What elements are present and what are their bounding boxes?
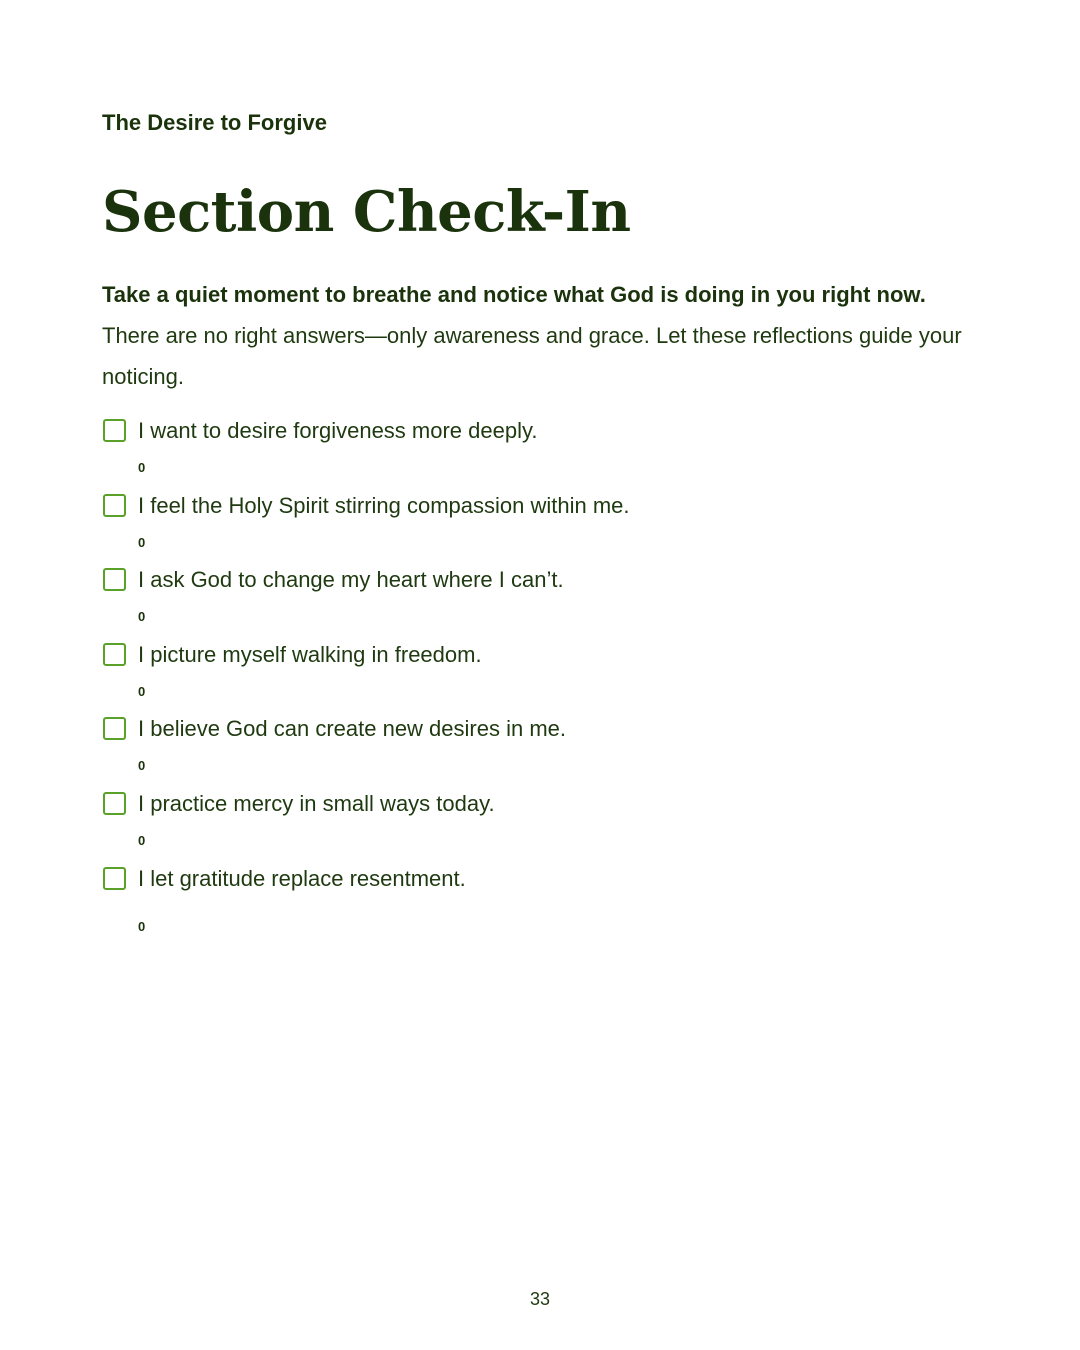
checklist-item-count: 0 — [138, 832, 146, 848]
checklist-item — [102, 861, 992, 981]
checklist-item-label: I let gratitude replace resentment. — [138, 865, 466, 891]
checklist-item — [102, 637, 992, 712]
checklist-item-count: 0 — [138, 918, 146, 934]
checkbox[interactable] — [103, 867, 126, 890]
checklist-item — [102, 413, 992, 488]
checklist-item — [102, 488, 992, 563]
checklist-item-count: 0 — [138, 683, 146, 699]
intro-lead-text: There are no right answers—only awareness and grace. Let these reflections guide your noticing. — [102, 323, 962, 389]
checkbox[interactable] — [103, 568, 126, 591]
checkbox[interactable] — [103, 717, 126, 740]
checklist-item-count: 0 — [138, 758, 146, 774]
intro-lead-bold: Take a quiet moment to breathe and notice what God is doing in you right now. — [102, 282, 926, 307]
checklist-item-label: I feel the Holy Spirit stirring compassion within me. — [138, 492, 630, 518]
checkbox[interactable] — [103, 494, 126, 517]
checklist-item-label: I ask God to change my heart where I can’t. — [138, 567, 564, 593]
checkbox[interactable] — [103, 792, 126, 815]
intro-paragraph — [102, 274, 992, 397]
checklist-item-label: I want to desire forgiveness more deeply. — [138, 418, 538, 443]
checkbox[interactable] — [103, 419, 126, 442]
checklist-item-label: I picture myself walking in freedom. — [138, 641, 482, 667]
checklist-item — [102, 562, 992, 637]
checklist-item-count: 0 — [138, 609, 146, 625]
checklist-item-count: 0 — [138, 460, 146, 475]
page-title: Section Check-In — [102, 179, 631, 245]
page-number: 33 — [529, 1289, 551, 1309]
checklist-item-count: 0 — [138, 534, 146, 550]
checklist-item — [102, 786, 992, 861]
checklist-item-label: I practice mercy in small ways today. — [138, 790, 495, 816]
reflection-checklist — [102, 413, 992, 981]
checkbox[interactable] — [103, 643, 126, 666]
checklist-item — [102, 711, 992, 786]
checklist-item-label: I believe God can create new desires in me. — [138, 716, 567, 742]
section-kicker: The Desire to Forgive — [102, 110, 327, 135]
